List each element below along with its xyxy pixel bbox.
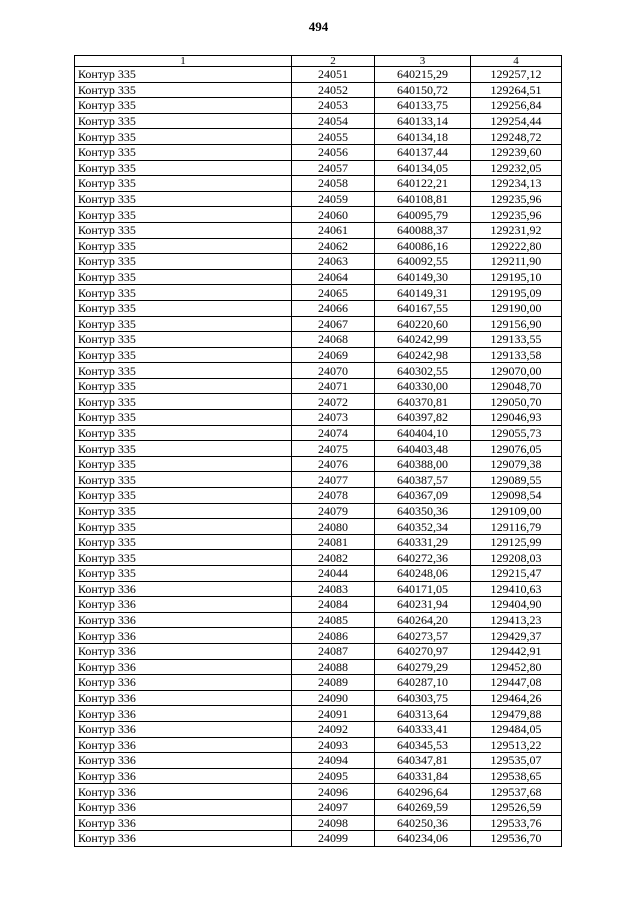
y-coordinate-cell: 129538,65 (471, 768, 562, 784)
table-row (75, 534, 562, 550)
x-coordinate-cell: 640273,57 (375, 628, 471, 644)
point-number-cell: 24056 (292, 144, 375, 160)
point-number-cell: 24089 (292, 675, 375, 691)
x-coordinate-cell: 640333,41 (375, 721, 471, 737)
table-row (75, 425, 562, 441)
x-coordinate-cell: 640250,36 (375, 815, 471, 831)
table-row (75, 176, 562, 192)
y-coordinate-cell: 129089,55 (471, 472, 562, 488)
point-number-cell: 24070 (292, 363, 375, 379)
column-header-1: 1 (75, 56, 292, 67)
point-number-cell: 24075 (292, 441, 375, 457)
x-coordinate-cell: 640133,14 (375, 113, 471, 129)
point-number-cell: 24074 (292, 425, 375, 441)
y-coordinate-cell: 129048,70 (471, 378, 562, 394)
point-number-cell: 24044 (292, 566, 375, 582)
point-number-cell: 24054 (292, 113, 375, 129)
y-coordinate-cell: 129215,47 (471, 566, 562, 582)
y-coordinate-cell: 129404,90 (471, 597, 562, 613)
contour-cell: Контур 335 (75, 222, 292, 238)
table-row (75, 332, 562, 348)
contour-cell: Контур 336 (75, 799, 292, 815)
point-number-cell: 24094 (292, 753, 375, 769)
x-coordinate-cell: 640133,75 (375, 98, 471, 114)
x-coordinate-cell: 640134,05 (375, 160, 471, 176)
contour-cell: Контур 335 (75, 144, 292, 160)
y-coordinate-cell: 129050,70 (471, 394, 562, 410)
table-row (75, 799, 562, 815)
point-number-cell: 24076 (292, 456, 375, 472)
column-header-4: 4 (471, 56, 562, 67)
page-number: 494 (308, 19, 329, 34)
contour-cell: Контур 336 (75, 612, 292, 628)
x-coordinate-cell: 640302,55 (375, 363, 471, 379)
table-row (75, 316, 562, 332)
y-coordinate-cell: 129076,05 (471, 441, 562, 457)
contour-cell: Контур 335 (75, 378, 292, 394)
y-coordinate-cell: 129464,26 (471, 690, 562, 706)
y-coordinate-cell: 129232,05 (471, 160, 562, 176)
table-row (75, 721, 562, 737)
table-row (75, 690, 562, 706)
y-coordinate-cell: 129452,80 (471, 659, 562, 675)
contour-cell: Контур 335 (75, 238, 292, 254)
table-row (75, 207, 562, 223)
point-number-cell: 24093 (292, 737, 375, 753)
x-coordinate-cell: 640086,16 (375, 238, 471, 254)
x-coordinate-cell: 640137,44 (375, 144, 471, 160)
point-number-cell: 24088 (292, 659, 375, 675)
point-number-cell: 24053 (292, 98, 375, 114)
table-body (75, 67, 562, 847)
table-row (75, 191, 562, 207)
point-number-cell: 24098 (292, 815, 375, 831)
x-coordinate-cell: 640171,05 (375, 581, 471, 597)
point-number-cell: 24096 (292, 784, 375, 800)
table-row (75, 67, 562, 83)
x-coordinate-cell: 640367,09 (375, 488, 471, 504)
y-coordinate-cell: 129484,05 (471, 721, 562, 737)
point-number-cell: 24086 (292, 628, 375, 644)
contour-cell: Контур 336 (75, 659, 292, 675)
x-coordinate-cell: 640313,64 (375, 706, 471, 722)
contour-cell: Контур 336 (75, 768, 292, 784)
x-coordinate-cell: 640092,55 (375, 254, 471, 270)
x-coordinate-cell: 640215,29 (375, 67, 471, 83)
contour-cell: Контур 335 (75, 300, 292, 316)
point-number-cell: 24059 (292, 191, 375, 207)
x-coordinate-cell: 640370,81 (375, 394, 471, 410)
table-row (75, 815, 562, 831)
y-coordinate-cell: 129234,13 (471, 176, 562, 192)
table-row (75, 129, 562, 145)
contour-cell: Контур 336 (75, 737, 292, 753)
point-number-cell: 24080 (292, 519, 375, 535)
contour-cell: Контур 335 (75, 410, 292, 426)
x-coordinate-cell: 640331,84 (375, 768, 471, 784)
x-coordinate-cell: 640331,29 (375, 534, 471, 550)
table-row (75, 768, 562, 784)
contour-cell: Контур 336 (75, 706, 292, 722)
x-coordinate-cell: 640303,75 (375, 690, 471, 706)
point-number-cell: 24066 (292, 300, 375, 316)
point-number-cell: 24081 (292, 534, 375, 550)
x-coordinate-cell: 640108,81 (375, 191, 471, 207)
contour-cell: Контур 336 (75, 643, 292, 659)
y-coordinate-cell: 129442,91 (471, 643, 562, 659)
contour-cell: Контур 335 (75, 394, 292, 410)
table-row (75, 581, 562, 597)
table-row (75, 566, 562, 582)
point-number-cell: 24079 (292, 503, 375, 519)
contour-cell: Контур 336 (75, 597, 292, 613)
table-row (75, 675, 562, 691)
contour-cell: Контур 335 (75, 503, 292, 519)
point-number-cell: 24065 (292, 285, 375, 301)
x-coordinate-cell: 640272,36 (375, 550, 471, 566)
contour-cell: Контур 335 (75, 98, 292, 114)
x-coordinate-cell: 640134,18 (375, 129, 471, 145)
contour-cell: Контур 336 (75, 784, 292, 800)
y-coordinate-cell: 129116,79 (471, 519, 562, 535)
table-row (75, 98, 562, 114)
contour-cell: Контур 335 (75, 456, 292, 472)
point-number-cell: 24057 (292, 160, 375, 176)
contour-cell: Контур 335 (75, 207, 292, 223)
contour-cell: Контур 336 (75, 690, 292, 706)
y-coordinate-cell: 129479,88 (471, 706, 562, 722)
table-row (75, 831, 562, 847)
y-coordinate-cell: 129070,00 (471, 363, 562, 379)
x-coordinate-cell: 640150,72 (375, 82, 471, 98)
y-coordinate-cell: 129526,59 (471, 799, 562, 815)
y-coordinate-cell: 129256,84 (471, 98, 562, 114)
x-coordinate-cell: 640264,20 (375, 612, 471, 628)
contour-cell: Контур 335 (75, 176, 292, 192)
x-coordinate-cell: 640088,37 (375, 222, 471, 238)
table-row (75, 488, 562, 504)
x-coordinate-cell: 640149,30 (375, 269, 471, 285)
contour-cell: Контур 336 (75, 831, 292, 847)
contour-cell: Контур 335 (75, 534, 292, 550)
y-coordinate-cell: 129125,99 (471, 534, 562, 550)
point-number-cell: 24051 (292, 67, 375, 83)
point-number-cell: 24060 (292, 207, 375, 223)
x-coordinate-cell: 640270,97 (375, 643, 471, 659)
y-coordinate-cell: 129046,93 (471, 410, 562, 426)
x-coordinate-cell: 640388,00 (375, 456, 471, 472)
table-row (75, 441, 562, 457)
y-coordinate-cell: 129055,73 (471, 425, 562, 441)
table-row (75, 82, 562, 98)
contour-cell: Контур 335 (75, 425, 292, 441)
y-coordinate-cell: 129248,72 (471, 129, 562, 145)
y-coordinate-cell: 129156,90 (471, 316, 562, 332)
table-row (75, 706, 562, 722)
x-coordinate-cell: 640242,98 (375, 347, 471, 363)
point-number-cell: 24095 (292, 768, 375, 784)
contour-cell: Контур 335 (75, 160, 292, 176)
contour-cell: Контур 335 (75, 347, 292, 363)
contour-cell: Контур 335 (75, 488, 292, 504)
table-row (75, 222, 562, 238)
contour-cell: Контур 335 (75, 472, 292, 488)
table-row (75, 363, 562, 379)
y-coordinate-cell: 129098,54 (471, 488, 562, 504)
table-row (75, 456, 562, 472)
table-row (75, 737, 562, 753)
contour-cell: Контур 335 (75, 332, 292, 348)
table-row (75, 285, 562, 301)
table-row (75, 519, 562, 535)
table-row (75, 628, 562, 644)
y-coordinate-cell: 129222,80 (471, 238, 562, 254)
y-coordinate-cell: 129133,55 (471, 332, 562, 348)
point-number-cell: 24085 (292, 612, 375, 628)
y-coordinate-cell: 129195,10 (471, 269, 562, 285)
x-coordinate-cell: 640167,55 (375, 300, 471, 316)
x-coordinate-cell: 640404,10 (375, 425, 471, 441)
contour-cell: Контур 335 (75, 550, 292, 566)
x-coordinate-cell: 640397,82 (375, 410, 471, 426)
x-coordinate-cell: 640350,36 (375, 503, 471, 519)
table-row (75, 238, 562, 254)
column-header-2: 2 (292, 56, 375, 67)
point-number-cell: 24073 (292, 410, 375, 426)
x-coordinate-cell: 640287,10 (375, 675, 471, 691)
table-row (75, 160, 562, 176)
x-coordinate-cell: 640347,81 (375, 753, 471, 769)
table-header (75, 56, 562, 67)
point-number-cell: 24055 (292, 129, 375, 145)
y-coordinate-cell: 129254,44 (471, 113, 562, 129)
contour-cell: Контур 336 (75, 753, 292, 769)
point-number-cell: 24062 (292, 238, 375, 254)
table-row (75, 643, 562, 659)
table-row (75, 347, 562, 363)
y-coordinate-cell: 129211,90 (471, 254, 562, 270)
y-coordinate-cell: 129537,68 (471, 784, 562, 800)
y-coordinate-cell: 129447,08 (471, 675, 562, 691)
point-number-cell: 24058 (292, 176, 375, 192)
contour-cell: Контур 336 (75, 675, 292, 691)
point-number-cell: 24083 (292, 581, 375, 597)
contour-cell: Контур 335 (75, 67, 292, 83)
point-number-cell: 24091 (292, 706, 375, 722)
table-row (75, 784, 562, 800)
y-coordinate-cell: 129536,70 (471, 831, 562, 847)
y-coordinate-cell: 129208,03 (471, 550, 562, 566)
x-coordinate-cell: 640279,29 (375, 659, 471, 675)
y-coordinate-cell: 129195,09 (471, 285, 562, 301)
y-coordinate-cell: 129413,23 (471, 612, 562, 628)
y-coordinate-cell: 129235,96 (471, 191, 562, 207)
table-row (75, 269, 562, 285)
table-row (75, 300, 562, 316)
table-row (75, 550, 562, 566)
y-coordinate-cell: 129264,51 (471, 82, 562, 98)
contour-cell: Контур 336 (75, 581, 292, 597)
point-number-cell: 24068 (292, 332, 375, 348)
point-number-cell: 24077 (292, 472, 375, 488)
x-coordinate-cell: 640345,53 (375, 737, 471, 753)
column-header-3: 3 (375, 56, 471, 67)
x-coordinate-cell: 640248,06 (375, 566, 471, 582)
contour-cell: Контур 335 (75, 285, 292, 301)
contour-cell: Контур 335 (75, 191, 292, 207)
table-row (75, 659, 562, 675)
table-row (75, 394, 562, 410)
y-coordinate-cell: 129190,00 (471, 300, 562, 316)
y-coordinate-cell: 129133,58 (471, 347, 562, 363)
table-row (75, 113, 562, 129)
y-coordinate-cell: 129231,92 (471, 222, 562, 238)
x-coordinate-cell: 640352,34 (375, 519, 471, 535)
point-number-cell: 24099 (292, 831, 375, 847)
table-row (75, 378, 562, 394)
point-number-cell: 24097 (292, 799, 375, 815)
table-row (75, 753, 562, 769)
point-number-cell: 24067 (292, 316, 375, 332)
x-coordinate-cell: 640220,60 (375, 316, 471, 332)
y-coordinate-cell: 129239,60 (471, 144, 562, 160)
x-coordinate-cell: 640095,79 (375, 207, 471, 223)
point-number-cell: 24082 (292, 550, 375, 566)
x-coordinate-cell: 640269,59 (375, 799, 471, 815)
y-coordinate-cell: 129235,96 (471, 207, 562, 223)
contour-cell: Контур 335 (75, 82, 292, 98)
x-coordinate-cell: 640387,57 (375, 472, 471, 488)
point-number-cell: 24072 (292, 394, 375, 410)
contour-cell: Контур 335 (75, 269, 292, 285)
header-row (75, 56, 562, 67)
contour-cell: Контур 335 (75, 113, 292, 129)
contour-cell: Контур 335 (75, 316, 292, 332)
point-number-cell: 24092 (292, 721, 375, 737)
table-row (75, 597, 562, 613)
point-number-cell: 24069 (292, 347, 375, 363)
y-coordinate-cell: 129429,37 (471, 628, 562, 644)
table-row (75, 144, 562, 160)
y-coordinate-cell: 129410,63 (471, 581, 562, 597)
point-number-cell: 24063 (292, 254, 375, 270)
y-coordinate-cell: 129109,00 (471, 503, 562, 519)
point-number-cell: 24061 (292, 222, 375, 238)
y-coordinate-cell: 129513,22 (471, 737, 562, 753)
contour-cell: Контур 335 (75, 254, 292, 270)
y-coordinate-cell: 129257,12 (471, 67, 562, 83)
point-number-cell: 24078 (292, 488, 375, 504)
point-number-cell: 24064 (292, 269, 375, 285)
contour-cell: Контур 335 (75, 566, 292, 582)
contour-cell: Контур 335 (75, 363, 292, 379)
point-number-cell: 24087 (292, 643, 375, 659)
table-row (75, 410, 562, 426)
x-coordinate-cell: 640403,48 (375, 441, 471, 457)
table-row (75, 503, 562, 519)
point-number-cell: 24071 (292, 378, 375, 394)
x-coordinate-cell: 640231,94 (375, 597, 471, 613)
point-number-cell: 24084 (292, 597, 375, 613)
x-coordinate-cell: 640149,31 (375, 285, 471, 301)
x-coordinate-cell: 640234,06 (375, 831, 471, 847)
contour-cell: Контур 335 (75, 519, 292, 535)
contour-cell: Контур 336 (75, 815, 292, 831)
table-row (75, 612, 562, 628)
y-coordinate-cell: 129535,07 (471, 753, 562, 769)
contour-cell: Контур 336 (75, 628, 292, 644)
table-row (75, 472, 562, 488)
contour-cell: Контур 335 (75, 129, 292, 145)
y-coordinate-cell: 129533,76 (471, 815, 562, 831)
point-number-cell: 24090 (292, 690, 375, 706)
table-row (75, 254, 562, 270)
contour-cell: Контур 336 (75, 721, 292, 737)
x-coordinate-cell: 640330,00 (375, 378, 471, 394)
x-coordinate-cell: 640296,64 (375, 784, 471, 800)
contour-cell: Контур 335 (75, 441, 292, 457)
x-coordinate-cell: 640122,21 (375, 176, 471, 192)
x-coordinate-cell: 640242,99 (375, 332, 471, 348)
point-number-cell: 24052 (292, 82, 375, 98)
y-coordinate-cell: 129079,38 (471, 456, 562, 472)
coordinates-table (74, 55, 562, 847)
